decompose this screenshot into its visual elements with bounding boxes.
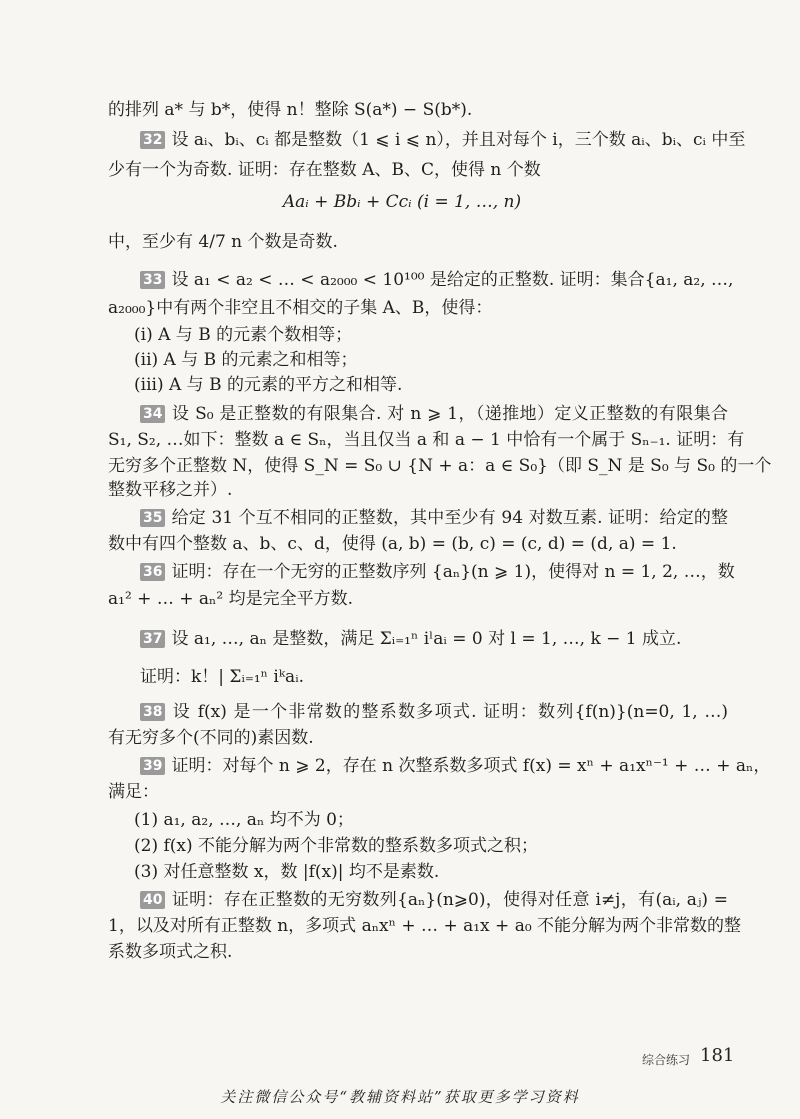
- problem-37-line2: 证明：k！| Σᵢ₌₁ⁿ iᵏaᵢ.: [140, 667, 305, 687]
- problem-number-35: 35: [140, 509, 165, 527]
- problem-35-line2: 数中有四个整数 a、b、c、d，使得 (a, b) = (b, c) = (c, d) = (d, a) = 1.: [108, 534, 677, 554]
- problem-number-32: 32: [140, 131, 165, 149]
- watermark-text: 关注微信公众号“教辅资料站”获取更多学习资料: [220, 1088, 580, 1106]
- problem-39-item2: (2) f(x) 不能分解为两个非常数的整系数多项式之积；: [134, 836, 539, 856]
- problem-33-item2: (ii) A 与 B 的元素之和相等；: [134, 350, 358, 370]
- text-line: 的排列 a* 与 b*，使得 n！整除 S(a*) − S(b*).: [108, 100, 473, 120]
- problem-39-item1: (1) a₁, a₂, …, aₙ 均不为 0；: [134, 810, 354, 830]
- problem-36-line1: 36 证明：存在一个无穷的正整数序列 {aₙ}(n ⩾ 1)，使得对 n = 1, 2, …，数: [140, 560, 728, 584]
- problem-40-line1: 40 证明：存在正整数的无穷数列{aₙ}(n⩾0)，使得对任意 i≠j，有(aᵢ, aⱼ) =: [140, 888, 728, 912]
- problem-33-item3: (iii) A 与 B 的元素的平方之和相等.: [134, 375, 403, 395]
- problem-number-38: 38: [140, 703, 165, 721]
- problem-39-line1: 39 证明：对每个 n ⩾ 2，存在 n 次整系数多项式 f(x) = xⁿ + a₁xⁿ⁻¹ + … + aₙ，: [140, 754, 728, 778]
- footer-label: 综合练习: [642, 1053, 691, 1067]
- problem-32-line1: 32 设 aᵢ、bᵢ、cᵢ 都是整数（1 ⩽ i ⩽ n），并且对每个 i，三个数 aᵢ、bᵢ、cᵢ 中至: [140, 128, 728, 152]
- problem-32-line3: 中，至少有 4/7 n 个数是奇数.: [108, 232, 338, 252]
- problem-34-line3: 无穷多个正整数 N，使得 S_N = S₀ ∪ {N + a：a ∈ S₀}（即 S_N 是 S₀ 与 S₀ 的一个: [108, 456, 772, 476]
- problem-33-item1: (i) A 与 B 的元素个数相等；: [134, 325, 353, 345]
- problem-32-formula: Aaᵢ + Bbᵢ + Ccᵢ (i = 1, …, n): [282, 192, 522, 212]
- page-number: 181: [700, 1045, 735, 1066]
- problem-number-40: 40: [140, 891, 165, 909]
- problem-34-line4: 整数平移之并）.: [108, 480, 233, 500]
- problem-38-line1: 38 设 f(x) 是一个非常数的整系数多项式. 证明：数列{f(n)}(n=0, 1, …): [140, 700, 728, 724]
- problem-38-line2: 有无穷多个(不同的)素因数.: [108, 728, 314, 748]
- problem-40-line2: 1，以及对所有正整数 n，多项式 aₙxⁿ + … + a₁x + a₀ 不能分解为两个非常数的整: [108, 916, 742, 936]
- problem-number-37: 37: [140, 630, 165, 648]
- problem-40-line3: 系数多项式之积.: [108, 942, 233, 962]
- problem-33-line1: 33 设 a₁ < a₂ < … < a₂₀₀₀ < 10¹⁰⁰ 是给定的正整数. 证明：集合{a₁, a₂, …,: [140, 268, 728, 292]
- problem-number-34: 34: [140, 405, 165, 423]
- problem-36-line2: a₁² + … + aₙ² 均是完全平方数.: [108, 589, 353, 609]
- problem-35-line1: 35 给定 31 个互不相同的正整数，其中至少有 94 对数互素. 证明：给定的整: [140, 506, 728, 530]
- problem-34-line2: S₁, S₂, …如下：整数 a ∈ Sₙ，当且仅当 a 和 a − 1 中恰有一个属于 Sₙ₋₁. 证明：有: [108, 430, 745, 450]
- problem-39-line2: 满足：: [108, 782, 159, 802]
- problem-32-line2: 少有一个为奇数. 证明：存在整数 A、B、C，使得 n 个数: [108, 160, 541, 180]
- problem-34-line1: 34 设 S₀ 是正整数的有限集合. 对 n ⩾ 1，（递推地）定义正整数的有限集合: [140, 402, 728, 426]
- problem-39-item3: (3) 对任意整数 x，数 |f(x)| 均不是素数.: [134, 862, 440, 882]
- problem-number-33: 33: [140, 271, 165, 289]
- problem-33-line2: a₂₀₀₀}中有两个非空且不相交的子集 A、B，使得：: [108, 298, 493, 318]
- problem-number-36: 36: [140, 563, 165, 581]
- problem-number-39: 39: [140, 757, 165, 775]
- problem-37-line1: 37 设 a₁, …, aₙ 是整数，满足 Σᵢ₌₁ⁿ iˡaᵢ = 0 对 l = 1, …, k − 1 成立.: [140, 627, 728, 651]
